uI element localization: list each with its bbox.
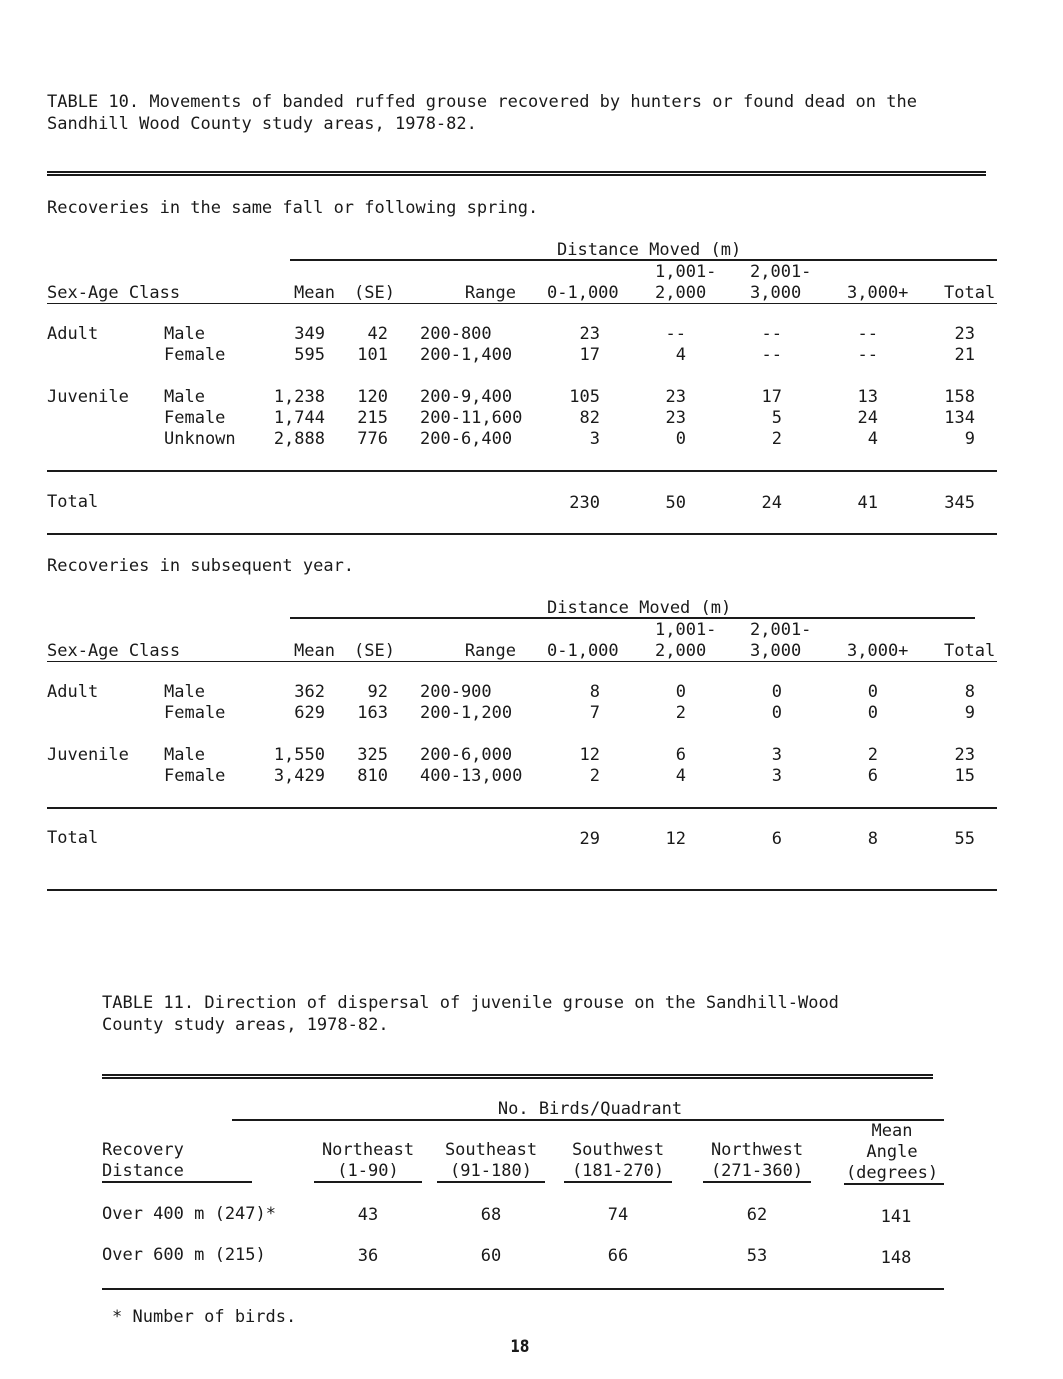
section1-total-total: 345 xyxy=(944,493,975,513)
section1-col-top-2: 2,001- xyxy=(750,262,812,282)
section1-row-mean: 349 xyxy=(294,324,325,344)
table11-row-label: Over 600 m (215) xyxy=(102,1245,266,1265)
section2-total-total: 55 xyxy=(954,829,975,849)
section1-row-total: 23 xyxy=(954,324,975,344)
table11-row-angle: 141 xyxy=(880,1207,912,1227)
table11-rowlabel-header-rule xyxy=(102,1181,252,1183)
table11-row-value: 62 xyxy=(746,1205,768,1225)
section1-row-d1: 23 xyxy=(579,324,600,344)
section2-row-total: 8 xyxy=(964,682,975,702)
section1-row-d4: 24 xyxy=(857,408,878,428)
table11-angle-header-1: Mean xyxy=(871,1121,913,1141)
section2-row-d2: 4 xyxy=(675,766,686,786)
table10-top-rule xyxy=(47,171,986,176)
section2-row-se: 92 xyxy=(367,682,388,702)
section2-row-d2: 6 xyxy=(675,745,686,765)
section2-row-mean: 1,550 xyxy=(273,745,325,765)
section1-total-d1: 230 xyxy=(569,493,600,513)
section1-row-d1: 105 xyxy=(569,387,600,407)
section1-header-mean: Mean xyxy=(294,283,335,303)
section1-row-d2: 4 xyxy=(675,345,686,365)
section1-row-d1: 82 xyxy=(579,408,600,428)
section2-row-range: 200-900 xyxy=(420,682,492,702)
section2-header-d3: 3,000 xyxy=(750,641,802,661)
table11-angle-header-2: Angle xyxy=(866,1142,918,1162)
section1-row-mean: 595 xyxy=(294,345,325,365)
section2-row-sex: Male xyxy=(164,745,205,765)
table11-row-value: 68 xyxy=(480,1205,502,1225)
section1-row-d4: -- xyxy=(857,324,878,344)
section2-col-top-2: 2,001- xyxy=(750,620,812,640)
section1-row-range: 200-6,400 xyxy=(420,429,513,449)
table11-rowlabel-header-2: Distance xyxy=(102,1161,184,1181)
section2-row-d4: 2 xyxy=(867,745,878,765)
section2-row-sex: Female xyxy=(164,703,226,723)
section1-row-se: 42 xyxy=(367,324,388,344)
section2-row-group: Juvenile xyxy=(47,745,129,765)
section2-total-label: Total xyxy=(47,828,99,848)
section2-header-d1: 0-1,000 xyxy=(547,641,619,661)
table11-spanner: No. Birds/Quadrant xyxy=(497,1099,683,1119)
section2-row-d1: 2 xyxy=(589,766,600,786)
section1-total-d3: 24 xyxy=(761,493,782,513)
section2-row-total: 9 xyxy=(964,703,975,723)
section1-total-d2: 50 xyxy=(665,493,686,513)
section1-header-d2: 2,000 xyxy=(655,283,707,303)
section2-row-total: 15 xyxy=(954,766,975,786)
section1-row-d2: -- xyxy=(665,324,686,344)
section1-row-total: 158 xyxy=(944,387,975,407)
page-number: 18 xyxy=(510,1337,530,1357)
section2-row-d4: 0 xyxy=(867,703,878,723)
table11-top-rule xyxy=(102,1074,933,1079)
table11-caption-line2: County study areas, 1978-82. xyxy=(102,1015,389,1035)
section1-row-se: 215 xyxy=(357,408,388,428)
section2-total-rule xyxy=(47,807,997,809)
section1-row-range: 200-1,400 xyxy=(420,345,513,365)
section1-row-mean: 2,888 xyxy=(273,429,325,449)
section2-spanner: Distance Moved (m) xyxy=(547,598,732,618)
table10-caption-line1: TABLE 10. Movements of banded ruffed grouse recovered by hunters or found dead on the xyxy=(47,92,917,112)
table11-row-angle: 148 xyxy=(880,1248,912,1268)
section1-row-mean: 1,238 xyxy=(273,387,325,407)
section2-total-d3: 6 xyxy=(771,829,782,849)
section1-row-d2: 23 xyxy=(665,387,686,407)
quadrant-range-4: (271-360) xyxy=(710,1161,804,1181)
table11-angle-header-rule xyxy=(844,1183,944,1185)
section2-total-d4: 8 xyxy=(867,829,878,849)
section1-bottom-rule xyxy=(47,533,997,535)
section2-row-sex: Female xyxy=(164,766,226,786)
table11-row-value: 36 xyxy=(357,1246,379,1266)
section2-row-d2: 0 xyxy=(675,682,686,702)
section2-row-range: 200-6,000 xyxy=(420,745,513,765)
section1-row-d4: 13 xyxy=(857,387,878,407)
section2-row-group: Adult xyxy=(47,682,99,702)
section2-row-d3: 3 xyxy=(771,745,782,765)
table11-spanner-rule xyxy=(232,1119,944,1121)
section1-row-sex: Female xyxy=(164,408,226,428)
section2-heading: Recoveries in subsequent year. xyxy=(47,556,355,576)
section1-header-class: Sex-Age Class xyxy=(47,283,181,303)
quadrant-header-rule-4 xyxy=(703,1181,811,1183)
table10-caption-line2: Sandhill Wood County study areas, 1978-82. xyxy=(47,114,477,134)
quadrant-name-4: Northwest xyxy=(710,1140,804,1160)
table11-row-value: 74 xyxy=(607,1205,629,1225)
section1-spanner: Distance Moved (m) xyxy=(557,240,742,260)
section2-row-d1: 12 xyxy=(579,745,600,765)
section2-row-se: 163 xyxy=(357,703,388,723)
section2-header-d4: 3,000+ xyxy=(847,641,909,661)
section2-row-range: 200-1,200 xyxy=(420,703,513,723)
section1-row-d3: 17 xyxy=(761,387,782,407)
quadrant-name-3: Southwest xyxy=(571,1140,665,1160)
section1-row-sex: Female xyxy=(164,345,226,365)
table11-row-value: 66 xyxy=(607,1246,629,1266)
section2-header-total: Total xyxy=(944,641,996,661)
section1-row-d3: 5 xyxy=(771,408,782,428)
section1-row-sex: Male xyxy=(164,324,205,344)
section2-bottom-rule xyxy=(47,889,997,891)
section1-row-range: 200-9,400 xyxy=(420,387,513,407)
table11-row-value: 43 xyxy=(357,1205,379,1225)
section1-row-range: 200-800 xyxy=(420,324,492,344)
section2-row-mean: 362 xyxy=(294,682,325,702)
quadrant-range-3: (181-270) xyxy=(571,1161,665,1181)
section1-row-se: 101 xyxy=(357,345,388,365)
quadrant-header-rule-2 xyxy=(437,1181,545,1183)
section2-total-d1: 29 xyxy=(579,829,600,849)
section1-row-d4: 4 xyxy=(867,429,878,449)
section1-row-d1: 17 xyxy=(579,345,600,365)
section2-row-d2: 2 xyxy=(675,703,686,723)
section1-row-total: 21 xyxy=(954,345,975,365)
section2-row-range: 400-13,000 xyxy=(420,766,523,786)
section2-header-se: (SE) xyxy=(354,641,395,661)
section2-row-d1: 8 xyxy=(589,682,600,702)
section2-header-mean: Mean xyxy=(294,641,335,661)
section1-heading: Recoveries in the same fall or following spring. xyxy=(47,198,539,218)
section1-header-se: (SE) xyxy=(354,283,395,303)
section2-row-d3: 0 xyxy=(771,682,782,702)
section2-row-total: 23 xyxy=(954,745,975,765)
section1-row-d3: -- xyxy=(761,324,782,344)
section1-header-range: Range xyxy=(464,283,516,303)
section1-col-top-1: 1,001- xyxy=(655,262,717,282)
section1-total-rule xyxy=(47,470,997,472)
section1-row-sex: Unknown xyxy=(164,429,236,449)
quadrant-range-2: (91-180) xyxy=(450,1161,532,1181)
section1-row-total: 9 xyxy=(964,429,975,449)
table11-rowlabel-header-1: Recovery xyxy=(102,1140,184,1160)
quadrant-name-2: Southeast xyxy=(444,1140,538,1160)
section1-row-d1: 3 xyxy=(589,429,600,449)
quadrant-name-1: Northeast xyxy=(321,1140,415,1160)
section2-row-sex: Male xyxy=(164,682,205,702)
section2-row-d3: 0 xyxy=(771,703,782,723)
section1-row-total: 134 xyxy=(944,408,975,428)
section2-total-d2: 12 xyxy=(665,829,686,849)
section1-row-sex: Male xyxy=(164,387,205,407)
section2-col-top-1: 1,001- xyxy=(655,620,717,640)
section2-row-se: 325 xyxy=(357,745,388,765)
table11-footnote: * Number of birds. xyxy=(112,1307,297,1327)
section2-row-d3: 3 xyxy=(771,766,782,786)
quadrant-header-rule-1 xyxy=(314,1181,422,1183)
table11-bottom-rule xyxy=(102,1288,944,1290)
section2-header-range: Range xyxy=(464,641,516,661)
section2-header-d2: 2,000 xyxy=(655,641,707,661)
section1-row-d3: 2 xyxy=(771,429,782,449)
section1-row-range: 200-11,600 xyxy=(420,408,523,428)
table11-row-value: 60 xyxy=(480,1246,502,1266)
section1-row-d2: 0 xyxy=(675,429,686,449)
section2-row-mean: 3,429 xyxy=(273,766,325,786)
section2-row-se: 810 xyxy=(357,766,388,786)
section1-total-d4: 41 xyxy=(857,493,878,513)
table11-angle-header-3: (degrees) xyxy=(845,1163,939,1183)
section1-row-d2: 23 xyxy=(665,408,686,428)
section1-row-se: 776 xyxy=(357,429,388,449)
table11-row-value: 53 xyxy=(746,1246,768,1266)
table11-row-label: Over 400 m (247)* xyxy=(102,1204,276,1224)
section1-header-d1: 0-1,000 xyxy=(547,283,619,303)
table11-caption-line1: TABLE 11. Direction of dispersal of juvenile grouse on the Sandhill-Wood xyxy=(102,993,839,1013)
section1-row-d3: -- xyxy=(761,345,782,365)
quadrant-header-rule-3 xyxy=(564,1181,672,1183)
section1-header-total: Total xyxy=(944,283,996,303)
section1-row-d4: -- xyxy=(857,345,878,365)
section1-row-mean: 1,744 xyxy=(273,408,325,428)
section2-row-mean: 629 xyxy=(294,703,325,723)
section1-header-d4: 3,000+ xyxy=(847,283,909,303)
section1-row-group: Adult xyxy=(47,324,99,344)
section2-header-class: Sex-Age Class xyxy=(47,641,181,661)
section1-total-label: Total xyxy=(47,492,99,512)
section1-header-d3: 3,000 xyxy=(750,283,802,303)
section1-row-se: 120 xyxy=(357,387,388,407)
section2-row-d4: 0 xyxy=(867,682,878,702)
section1-row-group: Juvenile xyxy=(47,387,129,407)
quadrant-range-1: (1-90) xyxy=(337,1161,399,1181)
section2-row-d4: 6 xyxy=(867,766,878,786)
section2-row-d1: 7 xyxy=(589,703,600,723)
